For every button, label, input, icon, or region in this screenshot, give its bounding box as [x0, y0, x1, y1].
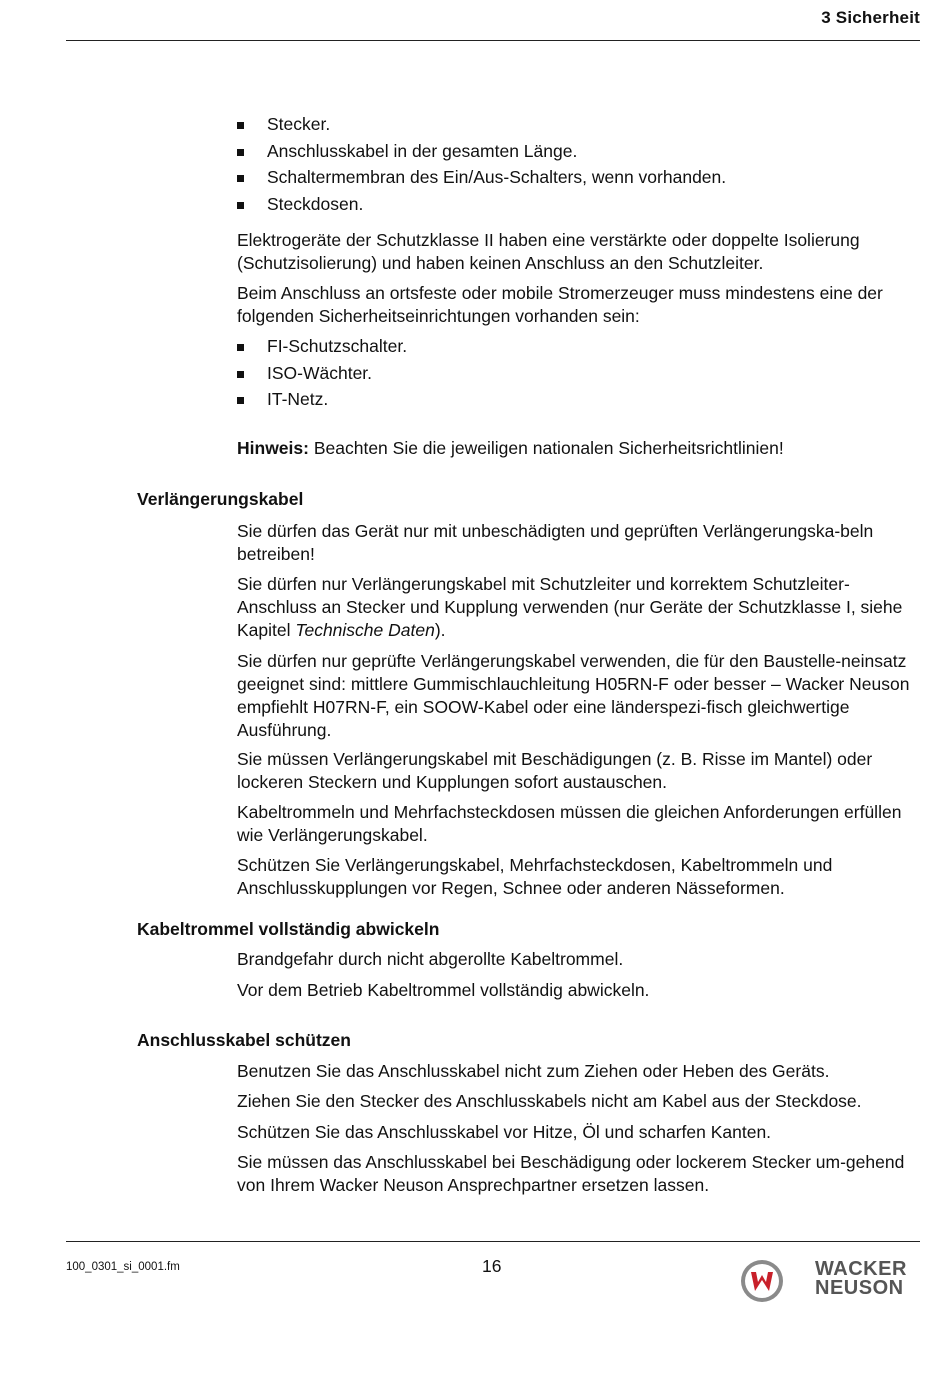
paragraph-stromerzeuger: Beim Anschluss an ortsfeste oder mobile Stromerzeuger muss mindestens eine der folgenden Sicherheitseinrichtungen vorhanden sein: — [237, 283, 883, 326]
paragraph-schutzklasse: Elektrogeräte der Schutzklasse II haben eine verstärkte oder doppelte Isolierung (Schutzisolierung) und haben keinen Anschluss an den Schutzleiter. — [237, 230, 860, 273]
intro-bullet-list — [237, 113, 922, 219]
note-label: Hinweis: — [237, 438, 309, 458]
heading-verlaengerungskabel: Verlängerungskabel — [137, 489, 304, 509]
header-rule — [66, 40, 920, 41]
paragraph-verlaengerung-6: Schützen Sie Verlängerungskabel, Mehrfachsteckdosen, Kabeltrommeln und Anschlusskupplungen vor Regen, Schnee oder anderen Nässeformen. — [237, 855, 833, 898]
section-title: 3 Sicherheit — [821, 8, 920, 27]
paragraph-kabeltrommel-1: Brandgefahr durch nicht abgerollte Kabeltrommel. — [237, 949, 624, 969]
footer-filename: 100_0301_si_0001.fm — [66, 1261, 180, 1273]
paragraph-verlaengerung-4: Sie müssen Verlängerungskabel mit Beschädigungen (z. B. Risse im Mantel) oder lockeren Steckern und Kupplungen sofort austauschen. — [237, 749, 873, 792]
logo-wordmark: WACKER NEUSON — [815, 1258, 907, 1299]
paragraph-kabeltrommel-2: Vor dem Betrieb Kabeltrommel vollständig abwickeln. — [237, 980, 650, 1000]
bullet-icon — [237, 371, 244, 378]
paragraph-verlaengerung-2: Sie dürfen nur Verlängerungskabel mit Schutzleiter und korrektem Schutzleiter-Anschluss an Stecker und Kupplung verwenden (nur Geräte der Schutzklasse I, siehe Kapitel Technische Daten). — [237, 574, 903, 640]
wacker-neuson-logo — [737, 1257, 922, 1305]
paragraph-verlaengerung-3: Sie dürfen nur geprüfte Verlängerungskabel verwenden, die für den Baustelle-neinsatz geeignet sind: mittlere Gummischlauchleitung H05RN-F oder besser – Wacker Neuson empfiehlt H07RN-F, ein SOOW-Kabel oder eine länderspezi-fisch gleichwertige Ausführung. — [237, 651, 910, 740]
intro-bullet-list-block — [237, 113, 922, 219]
bullet-icon — [237, 344, 244, 351]
bullet-icon — [237, 202, 244, 209]
footer-rule — [66, 1241, 920, 1242]
paragraph-anschluss-3: Schützen Sie das Anschlusskabel vor Hitze, Öl und scharfen Kanten. — [237, 1122, 772, 1142]
chapter-reference: Technische Daten — [295, 620, 435, 640]
paragraph-verlaengerung-5: Kabeltrommeln und Mehrfachsteckdosen müssen die gleichen Anforderungen erfüllen wie Verlängerungskabel. — [237, 802, 902, 845]
list-item: Anschlusskabel in der gesamten Länge. — [237, 140, 922, 167]
list-item: Stecker. — [237, 113, 922, 140]
list-item: ISO-Wächter. — [237, 362, 922, 389]
bullet-icon — [237, 175, 244, 182]
list-item: Schaltermembran des Ein/Aus-Schalters, wenn vorhanden. — [237, 166, 922, 193]
bullet-icon — [237, 122, 244, 129]
heading-kabeltrommel: Kabeltrommel vollständig abwickeln — [137, 919, 440, 939]
logo-emblem-icon — [739, 1258, 785, 1304]
note-paragraph — [237, 437, 922, 460]
note-text: Beachten Sie die jeweiligen nationalen Sicherheitsrichtlinien! — [308, 438, 784, 458]
bullet-icon — [237, 149, 244, 156]
bullet-icon — [237, 397, 244, 404]
list-item: IT-Netz. — [237, 388, 922, 415]
paragraph-anschluss-2: Ziehen Sie den Stecker des Anschlusskabels nicht am Kabel aus der Steckdose. — [237, 1091, 862, 1111]
paragraph-anschluss-4: Sie müssen das Anschlusskabel bei Beschädigung oder lockerem Stecker um-gehend von Ihrem Wacker Neuson Ansprechpartner ersetzen lassen. — [237, 1152, 905, 1195]
paragraph-anschluss-1: Benutzen Sie das Anschlusskabel nicht zum Ziehen oder Heben des Geräts. — [237, 1061, 830, 1081]
heading-anschlusskabel: Anschlusskabel schützen — [137, 1030, 351, 1050]
page-number: 16 — [482, 1256, 502, 1276]
safety-bullet-list — [237, 335, 922, 415]
list-item: Steckdosen. — [237, 193, 922, 220]
safety-bullet-list-block — [237, 335, 922, 415]
list-item: FI-Schutzschalter. — [237, 335, 922, 362]
paragraph-verlaengerung-1: Sie dürfen das Gerät nur mit unbeschädigten und geprüften Verlängerungska-beln betreiben! — [237, 521, 874, 564]
